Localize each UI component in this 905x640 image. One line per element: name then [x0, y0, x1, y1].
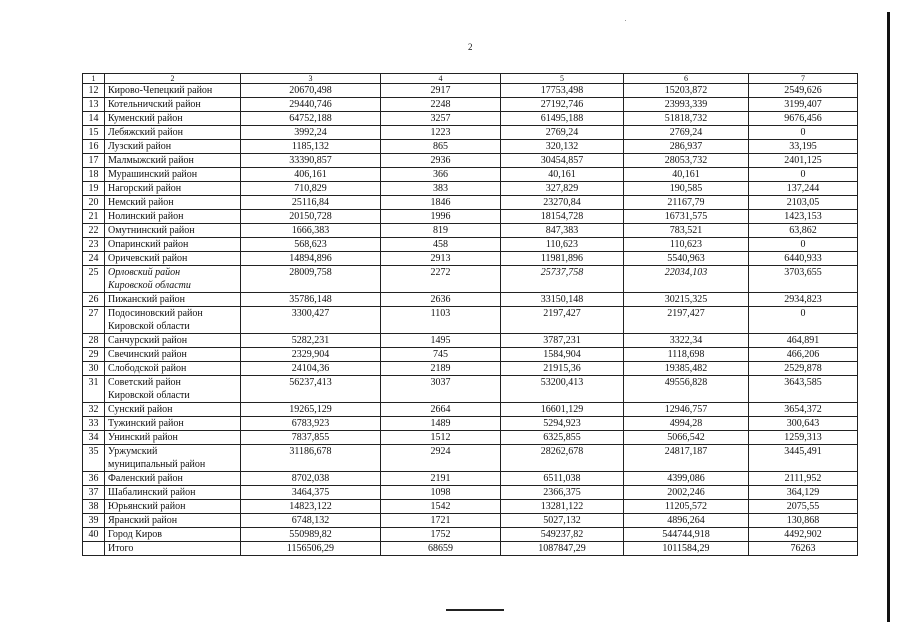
table-row	[83, 224, 858, 238]
value-cell-c7: 2075,55	[749, 500, 858, 514]
value-cell-c6: 12946,757	[624, 403, 749, 417]
value-cell-c5: 40,161	[501, 168, 624, 182]
district-name-cell	[105, 168, 241, 182]
value-cell-c5: 11981,896	[501, 252, 624, 266]
value-cell-c7: 2934,823	[749, 293, 858, 307]
row-number: 16	[83, 140, 105, 154]
row-number: 29	[83, 348, 105, 362]
district-name-line: Уржумский	[108, 446, 158, 457]
table-row	[83, 486, 858, 500]
value-cell-c7: 2111,952	[749, 472, 858, 486]
district-name-cell	[105, 210, 241, 224]
value-cell-c7: 6440,933	[749, 252, 858, 266]
table-row	[83, 348, 858, 362]
value-cell-c6: 30215,325	[624, 293, 749, 307]
row-number: 35	[83, 445, 105, 472]
value-cell-c5: 61495,188	[501, 112, 624, 126]
value-cell-c4: 1542	[381, 500, 501, 514]
value-cell-c7: 2529,878	[749, 362, 858, 376]
row-number: 30	[83, 362, 105, 376]
value-cell-c6: 2197,427	[624, 307, 749, 334]
district-name-cell	[105, 542, 241, 556]
value-cell-c6: 23993,339	[624, 98, 749, 112]
district-name-line: Кировской области	[108, 321, 190, 332]
value-cell-c3: 5282,231	[241, 334, 381, 348]
value-cell-c5: 33150,148	[501, 293, 624, 307]
footer-rule	[446, 609, 504, 611]
row-number: 37	[83, 486, 105, 500]
table-row	[83, 154, 858, 168]
value-cell-c6: 4994,28	[624, 417, 749, 431]
district-name-line: Котельничский район	[108, 99, 201, 110]
value-cell-c5: 5294,923	[501, 417, 624, 431]
row-number: 32	[83, 403, 105, 417]
table-row	[83, 84, 858, 98]
value-cell-c3: 20150,728	[241, 210, 381, 224]
value-cell-c3: 14894,896	[241, 252, 381, 266]
value-cell-c4: 2636	[381, 293, 501, 307]
value-cell-c7: 137,244	[749, 182, 858, 196]
value-cell-c5: 2197,427	[501, 307, 624, 334]
value-cell-c3: 8702,038	[241, 472, 381, 486]
column-header: 5	[501, 74, 624, 84]
table-row	[83, 528, 858, 542]
value-cell-c7: 4492,902	[749, 528, 858, 542]
value-cell-c6: 5066,542	[624, 431, 749, 445]
value-cell-c7: 76263	[749, 542, 858, 556]
value-cell-c3: 568,623	[241, 238, 381, 252]
value-cell-c7: 0	[749, 168, 858, 182]
value-cell-c5: 21915,36	[501, 362, 624, 376]
district-name-line: Лебяжский район	[108, 127, 183, 138]
district-name-line: Орловский район	[108, 267, 181, 278]
district-name-line: Яранский район	[108, 515, 178, 526]
value-cell-c4: 383	[381, 182, 501, 196]
district-name-line: Опаринский район	[108, 239, 189, 250]
district-name-line: Мурашинский район	[108, 169, 198, 180]
value-cell-c6: 28053,732	[624, 154, 749, 168]
value-cell-c3: 3300,427	[241, 307, 381, 334]
district-name-line: Фаленский район	[108, 473, 183, 484]
row-number: 23	[83, 238, 105, 252]
value-cell-c4: 2248	[381, 98, 501, 112]
column-header: 7	[749, 74, 858, 84]
district-name-cell	[105, 182, 241, 196]
district-name-line: Малмыжский район	[108, 155, 194, 166]
district-name-line: Кировской области	[108, 280, 191, 291]
value-cell-c7: 63,862	[749, 224, 858, 238]
value-cell-c6: 2769,24	[624, 126, 749, 140]
value-cell-c5: 1584,904	[501, 348, 624, 362]
district-name-cell	[105, 514, 241, 528]
table-row	[83, 126, 858, 140]
value-cell-c4: 865	[381, 140, 501, 154]
district-name-line: Лузский район	[108, 141, 172, 152]
value-cell-c6: 4399,086	[624, 472, 749, 486]
value-cell-c3: 19265,129	[241, 403, 381, 417]
value-cell-c3: 710,829	[241, 182, 381, 196]
page-number: 2	[468, 42, 473, 52]
total-row	[83, 542, 858, 556]
district-name-line: муниципальный район	[108, 459, 206, 470]
column-number-header-row	[83, 74, 858, 84]
value-cell-c4: 1846	[381, 196, 501, 210]
table-row	[83, 140, 858, 154]
district-name-line: Нагорский район	[108, 183, 182, 194]
district-name-line: Сунский район	[108, 404, 173, 415]
value-cell-c6: 16731,575	[624, 210, 749, 224]
table-row	[83, 252, 858, 266]
value-cell-c5: 5027,132	[501, 514, 624, 528]
value-cell-c4: 1512	[381, 431, 501, 445]
value-cell-c7: 364,129	[749, 486, 858, 500]
table-row	[83, 196, 858, 210]
district-name-line: Город Киров	[108, 529, 162, 540]
value-cell-c3: 20670,498	[241, 84, 381, 98]
row-number: 40	[83, 528, 105, 542]
value-cell-c6: 783,521	[624, 224, 749, 238]
value-cell-c3: 1156506,29	[241, 542, 381, 556]
value-cell-c3: 28009,758	[241, 266, 381, 293]
row-number: 12	[83, 84, 105, 98]
value-cell-c5: 16601,129	[501, 403, 624, 417]
row-number: 20	[83, 196, 105, 210]
value-cell-c3: 14823,122	[241, 500, 381, 514]
value-cell-c3: 6748,132	[241, 514, 381, 528]
row-number: 13	[83, 98, 105, 112]
value-cell-c4: 1098	[381, 486, 501, 500]
table-row	[83, 112, 858, 126]
value-cell-c7: 3654,372	[749, 403, 858, 417]
district-name-line: Кировской области	[108, 390, 190, 401]
value-cell-c7: 0	[749, 307, 858, 334]
district-name-cell	[105, 154, 241, 168]
district-name-cell	[105, 472, 241, 486]
value-cell-c5: 1087847,29	[501, 542, 624, 556]
row-number: 36	[83, 472, 105, 486]
district-name-line: Куменский район	[108, 113, 183, 124]
scan-dot	[625, 20, 626, 21]
district-name-cell	[105, 348, 241, 362]
value-cell-c6: 21167,79	[624, 196, 749, 210]
value-cell-c4: 745	[381, 348, 501, 362]
value-cell-c7: 3445,491	[749, 445, 858, 472]
row-number: 18	[83, 168, 105, 182]
row-number: 27	[83, 307, 105, 334]
table-row	[83, 182, 858, 196]
value-cell-c5: 13281,122	[501, 500, 624, 514]
district-name-line: Оричевский район	[108, 253, 188, 264]
value-cell-c7: 466,206	[749, 348, 858, 362]
value-cell-c6: 1011584,29	[624, 542, 749, 556]
value-cell-c6: 5540,963	[624, 252, 749, 266]
value-cell-c5: 549237,82	[501, 528, 624, 542]
district-name-cell	[105, 293, 241, 307]
row-number: 38	[83, 500, 105, 514]
row-number: 15	[83, 126, 105, 140]
district-name-cell	[105, 307, 241, 334]
row-number: 24	[83, 252, 105, 266]
district-name-line: Шабалинский район	[108, 487, 196, 498]
value-cell-c3: 3992,24	[241, 126, 381, 140]
district-name-cell	[105, 431, 241, 445]
value-cell-c5: 847,383	[501, 224, 624, 238]
district-name-line: Унинский район	[108, 432, 178, 443]
value-cell-c6: 110,623	[624, 238, 749, 252]
value-cell-c3: 3464,375	[241, 486, 381, 500]
district-name-cell	[105, 528, 241, 542]
value-cell-c6: 1118,698	[624, 348, 749, 362]
table-row	[83, 514, 858, 528]
value-cell-c7: 2549,626	[749, 84, 858, 98]
district-name-cell	[105, 238, 241, 252]
value-cell-c7: 3643,585	[749, 376, 858, 403]
value-cell-c4: 2936	[381, 154, 501, 168]
value-cell-c4: 1996	[381, 210, 501, 224]
district-name-cell	[105, 252, 241, 266]
value-cell-c6: 24817,187	[624, 445, 749, 472]
district-data-table	[82, 73, 858, 556]
table-row	[83, 500, 858, 514]
row-number: 28	[83, 334, 105, 348]
district-name-line: Нолинский район	[108, 211, 184, 222]
column-header: 2	[105, 74, 241, 84]
value-cell-c6: 190,585	[624, 182, 749, 196]
value-cell-c6: 3322,34	[624, 334, 749, 348]
value-cell-c7: 0	[749, 126, 858, 140]
value-cell-c4: 1752	[381, 528, 501, 542]
district-name-cell	[105, 140, 241, 154]
value-cell-c3: 56237,413	[241, 376, 381, 403]
row-number: 21	[83, 210, 105, 224]
value-cell-c4: 2924	[381, 445, 501, 472]
district-name-line: Пижанский район	[108, 294, 185, 305]
value-cell-c4: 2189	[381, 362, 501, 376]
value-cell-c5: 53200,413	[501, 376, 624, 403]
value-cell-c7: 130,868	[749, 514, 858, 528]
value-cell-c7: 3199,407	[749, 98, 858, 112]
column-header: 3	[241, 74, 381, 84]
value-cell-c3: 64752,188	[241, 112, 381, 126]
value-cell-c4: 1495	[381, 334, 501, 348]
row-number: 34	[83, 431, 105, 445]
district-name-cell	[105, 417, 241, 431]
district-name-line: Итого	[108, 543, 134, 554]
value-cell-c6: 11205,572	[624, 500, 749, 514]
value-cell-c3: 29440,746	[241, 98, 381, 112]
district-name-line: Слободской район	[108, 363, 187, 374]
row-number: 17	[83, 154, 105, 168]
district-name-line: Омутнинский район	[108, 225, 195, 236]
district-name-cell	[105, 376, 241, 403]
value-cell-c3: 7837,855	[241, 431, 381, 445]
value-cell-c4: 2917	[381, 84, 501, 98]
row-number: 31	[83, 376, 105, 403]
value-cell-c5: 17753,498	[501, 84, 624, 98]
district-name-cell	[105, 196, 241, 210]
value-cell-c4: 2664	[381, 403, 501, 417]
value-cell-c5: 27192,746	[501, 98, 624, 112]
table-row	[83, 362, 858, 376]
value-cell-c5: 2366,375	[501, 486, 624, 500]
value-cell-c7: 1423,153	[749, 210, 858, 224]
district-name-cell	[105, 98, 241, 112]
value-cell-c5: 28262,678	[501, 445, 624, 472]
table-row	[83, 403, 858, 417]
table-row	[83, 334, 858, 348]
value-cell-c5: 110,623	[501, 238, 624, 252]
table-row	[83, 98, 858, 112]
value-cell-c4: 366	[381, 168, 501, 182]
district-name-line: Юрьянский район	[108, 501, 186, 512]
value-cell-c7: 1259,313	[749, 431, 858, 445]
scan-edge-bar	[887, 12, 890, 622]
table-row	[83, 210, 858, 224]
value-cell-c7: 464,891	[749, 334, 858, 348]
row-number	[83, 542, 105, 556]
value-cell-c5: 320,132	[501, 140, 624, 154]
value-cell-c7: 9676,456	[749, 112, 858, 126]
value-cell-c6: 19385,482	[624, 362, 749, 376]
value-cell-c4: 1103	[381, 307, 501, 334]
district-name-cell	[105, 84, 241, 98]
value-cell-c3: 24104,36	[241, 362, 381, 376]
value-cell-c6: 15203,872	[624, 84, 749, 98]
district-name-line: Кирово-Чепецкий район	[108, 85, 213, 96]
district-name-cell	[105, 403, 241, 417]
value-cell-c3: 31186,678	[241, 445, 381, 472]
district-name-cell	[105, 362, 241, 376]
value-cell-c4: 458	[381, 238, 501, 252]
value-cell-c6: 40,161	[624, 168, 749, 182]
table-row	[83, 431, 858, 445]
row-number: 22	[83, 224, 105, 238]
district-name-line: Немский район	[108, 197, 174, 208]
value-cell-c7: 33,195	[749, 140, 858, 154]
value-cell-c6: 49556,828	[624, 376, 749, 403]
value-cell-c4: 1489	[381, 417, 501, 431]
value-cell-c7: 2103,05	[749, 196, 858, 210]
district-name-cell	[105, 445, 241, 472]
value-cell-c4: 68659	[381, 542, 501, 556]
table-row	[83, 168, 858, 182]
table-row	[83, 472, 858, 486]
value-cell-c5: 30454,857	[501, 154, 624, 168]
value-cell-c5: 327,829	[501, 182, 624, 196]
value-cell-c3: 25116,84	[241, 196, 381, 210]
value-cell-c7: 2401,125	[749, 154, 858, 168]
value-cell-c6: 544744,918	[624, 528, 749, 542]
value-cell-c5: 18154,728	[501, 210, 624, 224]
row-number: 39	[83, 514, 105, 528]
value-cell-c4: 2913	[381, 252, 501, 266]
table-row	[83, 445, 858, 472]
value-cell-c5: 3787,231	[501, 334, 624, 348]
value-cell-c4: 3257	[381, 112, 501, 126]
district-name-line: Советский район	[108, 377, 181, 388]
table-row	[83, 293, 858, 307]
value-cell-c3: 6783,923	[241, 417, 381, 431]
district-name-line: Подосиновский район	[108, 308, 203, 319]
district-name-cell	[105, 486, 241, 500]
value-cell-c7: 300,643	[749, 417, 858, 431]
row-number: 33	[83, 417, 105, 431]
value-cell-c4: 2191	[381, 472, 501, 486]
district-name-cell	[105, 334, 241, 348]
table-row	[83, 376, 858, 403]
district-name-line: Санчурский район	[108, 335, 188, 346]
value-cell-c4: 1223	[381, 126, 501, 140]
value-cell-c3: 2329,904	[241, 348, 381, 362]
column-header: 1	[83, 74, 105, 84]
value-cell-c5: 6325,855	[501, 431, 624, 445]
row-number: 26	[83, 293, 105, 307]
value-cell-c3: 550989,82	[241, 528, 381, 542]
district-name-line: Тужинский район	[108, 418, 184, 429]
row-number: 19	[83, 182, 105, 196]
value-cell-c4: 2272	[381, 266, 501, 293]
value-cell-c6: 286,937	[624, 140, 749, 154]
value-cell-c3: 35786,148	[241, 293, 381, 307]
value-cell-c5: 2769,24	[501, 126, 624, 140]
table-row	[83, 307, 858, 334]
column-header: 6	[624, 74, 749, 84]
value-cell-c3: 1185,132	[241, 140, 381, 154]
table-row	[83, 266, 858, 293]
table-row	[83, 238, 858, 252]
value-cell-c3: 33390,857	[241, 154, 381, 168]
value-cell-c6: 51818,732	[624, 112, 749, 126]
value-cell-c4: 1721	[381, 514, 501, 528]
district-name-cell	[105, 112, 241, 126]
value-cell-c5: 6511,038	[501, 472, 624, 486]
value-cell-c6: 4896,264	[624, 514, 749, 528]
value-cell-c7: 0	[749, 238, 858, 252]
district-name-cell	[105, 224, 241, 238]
value-cell-c4: 3037	[381, 376, 501, 403]
row-number: 14	[83, 112, 105, 126]
district-name-cell	[105, 500, 241, 514]
value-cell-c5: 23270,84	[501, 196, 624, 210]
value-cell-c3: 1666,383	[241, 224, 381, 238]
value-cell-c7: 3703,655	[749, 266, 858, 293]
value-cell-c3: 406,161	[241, 168, 381, 182]
value-cell-c4: 819	[381, 224, 501, 238]
value-cell-c6: 22034,103	[624, 266, 749, 293]
district-name-cell	[105, 266, 241, 293]
value-cell-c5: 25737,758	[501, 266, 624, 293]
value-cell-c6: 2002,246	[624, 486, 749, 500]
row-number: 25	[83, 266, 105, 293]
column-header: 4	[381, 74, 501, 84]
district-name-line: Свечинский район	[108, 349, 187, 360]
district-name-cell	[105, 126, 241, 140]
table-row	[83, 417, 858, 431]
